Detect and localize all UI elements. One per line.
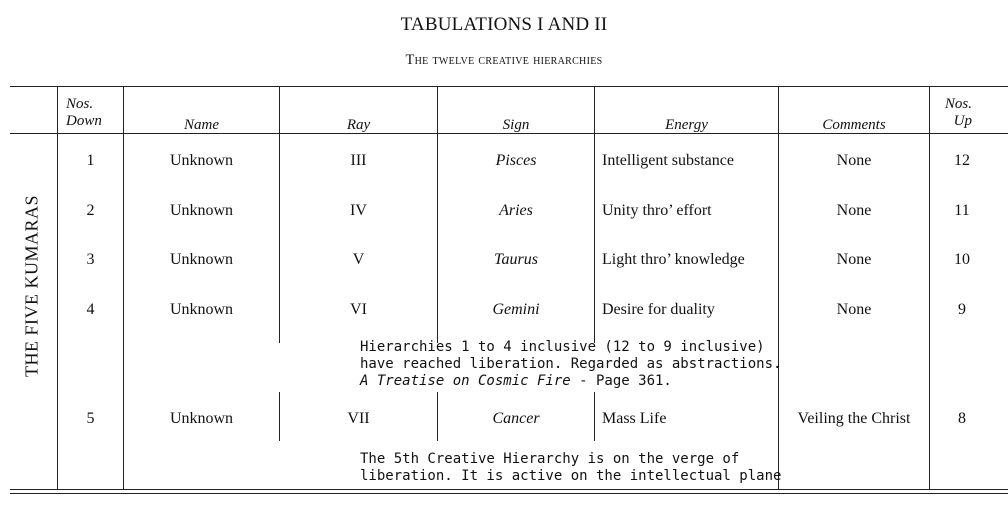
header-nos-up-line2: Up — [953, 113, 972, 129]
note-fifth-hierarchy-line2: liberation. It is active on the intellectual plane — [360, 468, 782, 484]
row4-energy: Desire for duality — [602, 301, 715, 318]
row5-up: 8 — [958, 410, 966, 427]
row3-down: 3 — [86, 251, 95, 268]
row3-ray: V — [352, 251, 365, 268]
row3-energy: Light thro’ knowledge — [602, 251, 745, 268]
note-liberation — [360, 339, 781, 390]
row5-ray: VII — [347, 410, 370, 427]
row2-sign: Aries — [499, 202, 533, 219]
row2-name: Unknown — [169, 202, 234, 219]
header-nos-down-line1: Nos. — [66, 96, 94, 112]
row2-ray: IV — [350, 202, 367, 219]
page-subtitle: The twelve creative hierarchies — [405, 52, 603, 68]
row3-name: Unknown — [169, 251, 234, 268]
row1-ray: III — [350, 152, 367, 169]
note-liberation-line3 — [360, 373, 781, 390]
header-nos-up — [930, 96, 972, 130]
row3-up: 10 — [954, 251, 970, 268]
row3-comments: None — [836, 251, 872, 268]
row1-name: Unknown — [169, 152, 234, 169]
row2-comments: None — [836, 202, 872, 219]
header-energy: Energy — [665, 117, 708, 133]
col-divider-6 — [778, 86, 779, 490]
header-nos-down — [66, 96, 102, 130]
header-ray: Ray — [346, 117, 371, 133]
row5-energy: Mass Life — [602, 410, 667, 427]
header-comments: Comments — [822, 117, 886, 133]
row4-up: 9 — [958, 301, 966, 318]
col-divider-5b — [594, 392, 595, 441]
row4-ray: VI — [350, 301, 367, 318]
row1-sign: Pisces — [495, 152, 537, 169]
row4-comments: None — [836, 301, 872, 318]
row4-sign: Gemini — [492, 301, 540, 318]
page-title: TABULATIONS I AND II — [400, 14, 608, 35]
note-liberation-line1: Hierarchies 1 to 4 inclusive (12 to 9 inclusive) — [360, 339, 765, 355]
header-sign: Sign — [502, 117, 530, 133]
note-fifth-hierarchy-line1: The 5th Creative Hierarchy is on the verge of — [360, 451, 740, 467]
row5-name: Unknown — [169, 410, 234, 427]
row4-name: Unknown — [169, 301, 234, 318]
side-label-five-kumaras: THE FIVE KUMARAS — [21, 194, 42, 378]
note-reference-page: - Page 361. — [570, 373, 672, 389]
row1-comments: None — [836, 152, 872, 169]
table-top-rule — [10, 86, 1008, 87]
col-divider-7 — [929, 86, 930, 490]
note-liberation-line2: have reached liberation. Regarded as abstractions. — [360, 356, 782, 372]
table-bottom-rule — [10, 489, 1008, 490]
row5-comments: Veiling the Christ — [797, 410, 911, 427]
note-fifth-hierarchy — [360, 451, 781, 485]
row3-sign: Taurus — [494, 251, 538, 268]
note-reference-title: A Treatise on Cosmic Fire — [360, 373, 571, 389]
table-bottom-rule-2 — [10, 493, 1008, 494]
col-divider-2 — [123, 86, 124, 490]
col-divider-1 — [57, 86, 58, 490]
row1-energy: Intelligent substance — [602, 152, 734, 169]
row2-down: 2 — [86, 202, 95, 219]
row4-down: 4 — [86, 301, 95, 318]
row5-sign: Cancer — [492, 410, 540, 427]
row5-down: 5 — [86, 410, 95, 427]
row2-energy: Unity thro’ effort — [602, 202, 712, 219]
row1-down: 1 — [86, 152, 95, 169]
header-nos-up-line1: Nos. — [944, 96, 972, 112]
header-name: Name — [184, 117, 219, 133]
row1-up: 12 — [954, 152, 970, 169]
row2-up: 11 — [954, 202, 970, 219]
header-nos-down-line2: Down — [66, 113, 102, 129]
